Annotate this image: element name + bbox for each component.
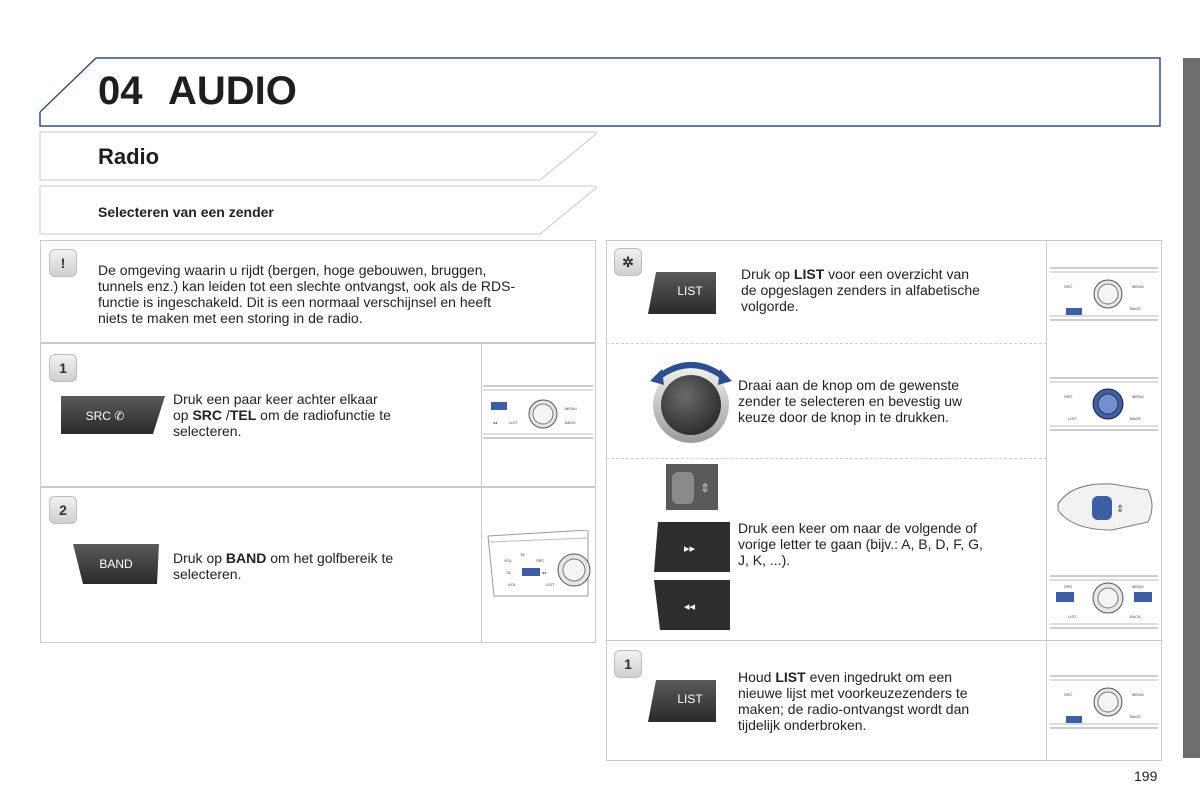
knob-line-1: Draai aan de knop om de gewenste	[738, 377, 960, 393]
svg-text:LIST: LIST	[546, 582, 555, 587]
exclamation-icon: !	[49, 249, 77, 277]
hold-line-1: Houd LIST even ingedrukt om een	[738, 669, 953, 685]
list-button: LIST	[677, 284, 703, 298]
svg-text:LIST: LIST	[509, 420, 518, 425]
divider	[1046, 640, 1047, 761]
svg-text:LIST: LIST	[1068, 416, 1077, 421]
svg-text:SRC: SRC	[1064, 284, 1073, 289]
step-1-line-1: Druk een paar keer achter elkaar	[173, 391, 378, 407]
svg-text:TA: TA	[506, 570, 511, 575]
radio-panel-list-hold-image	[1050, 670, 1158, 730]
hold-line-2: nieuwe lijst met voorkeuzezenders te	[738, 685, 968, 701]
phone-icon: ✆	[114, 409, 125, 423]
svg-text:▸▸: ▸▸	[684, 543, 696, 555]
arrows-line-2: vorige letter te gaan (bijv.: A, B, D, F, G,	[738, 536, 983, 552]
svg-text:MENU: MENU	[1132, 584, 1144, 589]
section-title: Radio	[98, 144, 160, 169]
list-line-3: volgorde.	[741, 298, 799, 314]
arrows-line-1: Druk een keer om naar de volgende of	[738, 520, 977, 536]
svg-text:◂◂: ◂◂	[542, 570, 547, 575]
radio-panel-band-image	[484, 530, 592, 600]
radio-panel-list-image	[1050, 262, 1158, 322]
warning-line-1: De omgeving waarin u rijdt (bergen, hoge gebouwen, bruggen,	[98, 262, 487, 278]
step-2-line-1: Druk op BAND om het golfbereik te	[173, 550, 394, 566]
tip-icon: ✲	[614, 248, 642, 276]
warning-line-2: tunnels enz.) kan leiden tot een slechte ontvangst, ook als de RDS-	[98, 278, 516, 294]
svg-text:TA: TA	[520, 552, 525, 557]
list-line-2: de opgeslagen zenders in alfabetische	[741, 282, 980, 298]
knob-line-2: zender te selecteren en bevestig uw	[738, 393, 963, 409]
radio-panel-src-image	[483, 380, 593, 440]
svg-text:VOL: VOL	[504, 558, 513, 563]
svg-text:BACK: BACK	[1130, 714, 1141, 719]
src-button-label: SRC	[85, 409, 111, 423]
warning-box	[40, 240, 596, 343]
arrows-line-3: J, K, ...).	[738, 552, 791, 568]
step-number-badge: 2	[49, 496, 77, 524]
next-button-image	[652, 520, 732, 574]
svg-text:SRC: SRC	[536, 558, 545, 563]
step-1-line-3: selecteren.	[173, 423, 242, 439]
steering-wheel-stalk-image	[1052, 476, 1156, 536]
list-line-1: Druk op LIST voor een overzicht van	[741, 266, 970, 282]
src-button	[75, 404, 135, 428]
divider	[481, 488, 482, 642]
hold-line-4: tijdelijk onderbroken.	[738, 717, 867, 733]
band-button: BAND	[99, 557, 133, 571]
step-number-badge: 1	[614, 650, 642, 678]
divider	[606, 458, 1047, 460]
divider	[606, 640, 1162, 641]
knob-line-3: keuze door de knop in te drukken.	[738, 409, 949, 425]
step-2-line-2: selecteren.	[173, 566, 242, 582]
svg-text:BACK: BACK	[1130, 416, 1141, 421]
step-number-badge: 1	[49, 354, 77, 382]
svg-text:SRC: SRC	[1064, 692, 1073, 697]
side-tab	[1183, 58, 1200, 758]
svg-text:MENU: MENU	[1132, 284, 1144, 289]
svg-text:MENU: MENU	[1132, 692, 1144, 697]
previous-button-image	[652, 578, 732, 632]
subsection-title: Selecteren van een zender	[98, 204, 274, 220]
svg-text:SRC: SRC	[1064, 394, 1073, 399]
svg-text:BACK: BACK	[1130, 614, 1141, 619]
list-button: LIST	[677, 692, 703, 706]
svg-text:⇕: ⇕	[700, 481, 711, 495]
rotary-knob-image	[648, 355, 734, 447]
svg-text:MENU: MENU	[1132, 394, 1144, 399]
page-number: 199	[1134, 768, 1158, 784]
divider	[606, 343, 1047, 345]
divider	[481, 344, 482, 486]
chapter-title: AUDIO	[168, 69, 297, 113]
divider	[1046, 240, 1047, 641]
step-1-line-2: op SRC /TEL om de radiofunctie te	[173, 407, 391, 423]
warning-line-3: functie is ingeschakeld. Dit is een normaal verschijnsel en heeft	[98, 294, 491, 310]
svg-text:BACK: BACK	[565, 420, 576, 425]
steering-control-image	[666, 464, 718, 510]
svg-text:MENU: MENU	[565, 406, 577, 411]
svg-text:LIST: LIST	[1068, 614, 1077, 619]
svg-text:◂◂: ◂◂	[684, 601, 696, 613]
svg-text:◂◂: ◂◂	[493, 420, 498, 425]
svg-text:⇕: ⇕	[1116, 504, 1125, 515]
warning-line-4: niets te maken met een storing in de radio.	[98, 310, 363, 326]
chapter-number: 04	[98, 69, 143, 113]
svg-text:VOL: VOL	[508, 582, 517, 587]
svg-text:BACK: BACK	[1130, 306, 1141, 311]
radio-panel-knob-image	[1050, 372, 1158, 432]
hold-line-3: maken; de radio-ontvangst wordt dan	[738, 701, 970, 717]
svg-text:SRC: SRC	[1064, 584, 1073, 589]
radio-panel-arrows-image	[1050, 570, 1158, 630]
